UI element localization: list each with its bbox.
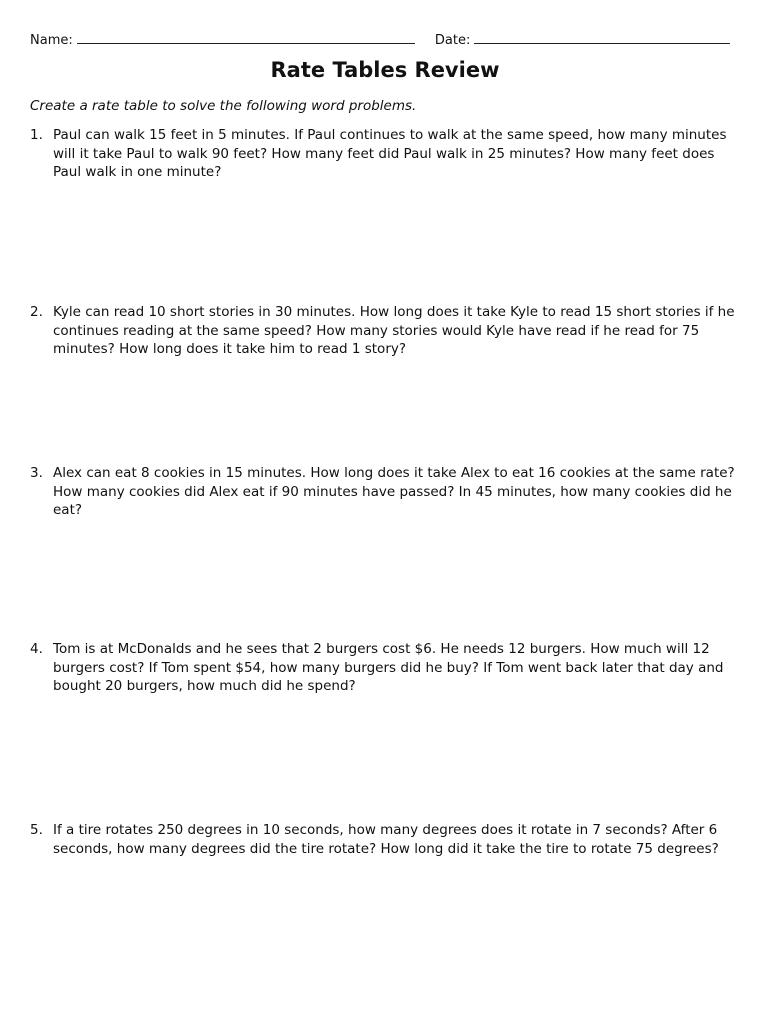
problem-text: Alex can eat 8 cookies in 15 minutes. How long does it take Alex to eat 16 cookies at the same rate? How many cookies did Alex eat if 90 minutes have passed? In 45 minutes, how many cookies did he eat? xyxy=(53,465,735,518)
problem-number: 5. xyxy=(30,822,43,838)
name-label: Name: xyxy=(30,33,73,48)
problem-5 xyxy=(30,821,742,858)
problem-text: Paul can walk 15 feet in 5 minutes. If Paul continues to walk at the same speed, how many minutes will it take Paul to walk 90 feet? How many feet did Paul walk in 25 minutes? How many feet does Paul walk in one minute? xyxy=(53,127,727,180)
problem-number: 2. xyxy=(30,304,43,320)
header-fields xyxy=(30,31,740,48)
problem-1 xyxy=(30,126,742,182)
name-blank-line[interactable] xyxy=(77,31,415,44)
problem-text: If a tire rotates 250 degrees in 10 seconds, how many degrees does it rotate in 7 seconds? After 6 seconds, how many degrees did the tire rotate? How long did it take the tire to rotate 75 degrees? xyxy=(53,822,719,857)
problem-text: Tom is at McDonalds and he sees that 2 burgers cost $6. He needs 12 burgers. How much will 12 burgers cost? If Tom spent $54, how many burgers did he buy? If Tom went back later that day and bought 20 burgers, how much did he spend? xyxy=(53,641,724,694)
date-label: Date: xyxy=(434,33,471,48)
problem-number: 4. xyxy=(30,641,43,657)
page-title: Rate Tables Review xyxy=(270,58,500,82)
instructions: Create a rate table to solve the following word problems. xyxy=(30,98,417,114)
problem-4 xyxy=(30,640,742,696)
problem-number: 1. xyxy=(30,127,43,143)
problem-2 xyxy=(30,303,742,359)
problem-number: 3. xyxy=(30,465,43,481)
problem-text: Kyle can read 10 short stories in 30 minutes. How long does it take Kyle to read 15 short stories if he continues reading at the same speed? How many stories would Kyle have read if he read for 75 minutes? How long does it take him to read 1 story? xyxy=(53,304,735,357)
problem-3 xyxy=(30,464,742,520)
date-blank-line[interactable] xyxy=(474,31,730,44)
